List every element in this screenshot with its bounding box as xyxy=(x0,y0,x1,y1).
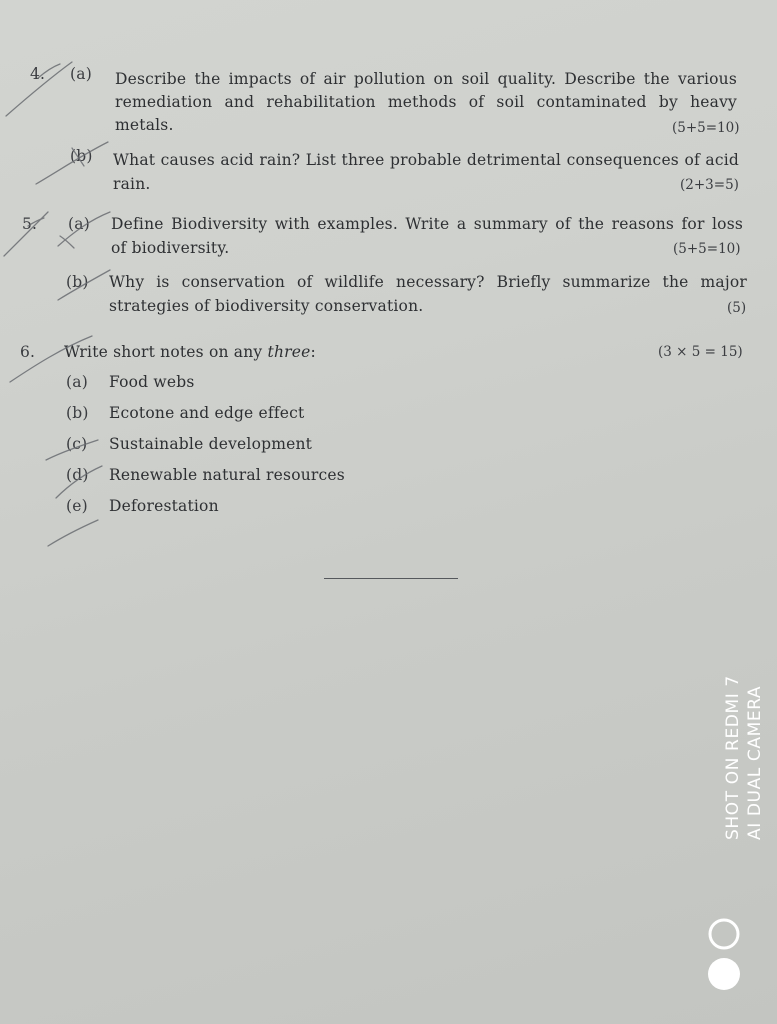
marks-label: (2+3=5) xyxy=(680,177,739,193)
item-label: (b) xyxy=(66,404,89,422)
camera-watermark xyxy=(722,675,766,840)
pencil-tick-icon xyxy=(60,236,74,248)
question-text: Write short notes on any three: xyxy=(64,343,316,361)
item-text: Renewable natural resources xyxy=(109,466,345,484)
watermark-line: AI DUAL CAMERA xyxy=(745,685,765,840)
item-text: Deforestation xyxy=(109,497,219,515)
camera-shutter-icon xyxy=(704,916,744,996)
question-number: 5. xyxy=(22,215,38,233)
subquestion-label: (a) xyxy=(68,215,90,233)
watermark-line: SHOT ON REDMI 7 xyxy=(723,675,743,840)
marks-label: (5+5=10) xyxy=(673,241,741,257)
question-number: 4. xyxy=(30,65,46,83)
item-label: (e) xyxy=(66,497,88,515)
question-text: Describe the impacts of air pollution on soil quality. Describe the various remediation and rehabilitation methods of soil contaminated by heavy metals. xyxy=(115,70,737,134)
item-text: Ecotone and edge effect xyxy=(109,404,305,422)
end-rule xyxy=(324,578,458,579)
marks-label: (5+5=10) xyxy=(672,120,740,136)
item-label: (c) xyxy=(66,435,88,453)
item-text: Food webs xyxy=(109,373,195,391)
question-number: 6. xyxy=(20,343,36,361)
subquestion-label: (b) xyxy=(70,147,93,165)
subquestion-label: (b) xyxy=(66,273,89,291)
item-text: Sustainable development xyxy=(109,435,313,453)
question-text: Why is conservation of wildlife necessary? Briefly summarize the major strategies of biodiversity conservation. xyxy=(109,273,747,315)
marks-label: (3 × 5 = 15) xyxy=(658,344,743,360)
marks-label: (5) xyxy=(727,300,747,316)
question-text: What causes acid rain? List three probable detrimental consequences of acid rain. xyxy=(113,151,739,193)
item-label: (a) xyxy=(66,373,88,391)
question-text: Define Biodiversity with examples. Write a summary of the reasons for loss of biodiversity. xyxy=(111,215,743,257)
item-label: (d) xyxy=(66,466,89,484)
subquestion-label: (a) xyxy=(70,65,92,83)
pencil-tick-icon xyxy=(48,520,98,546)
